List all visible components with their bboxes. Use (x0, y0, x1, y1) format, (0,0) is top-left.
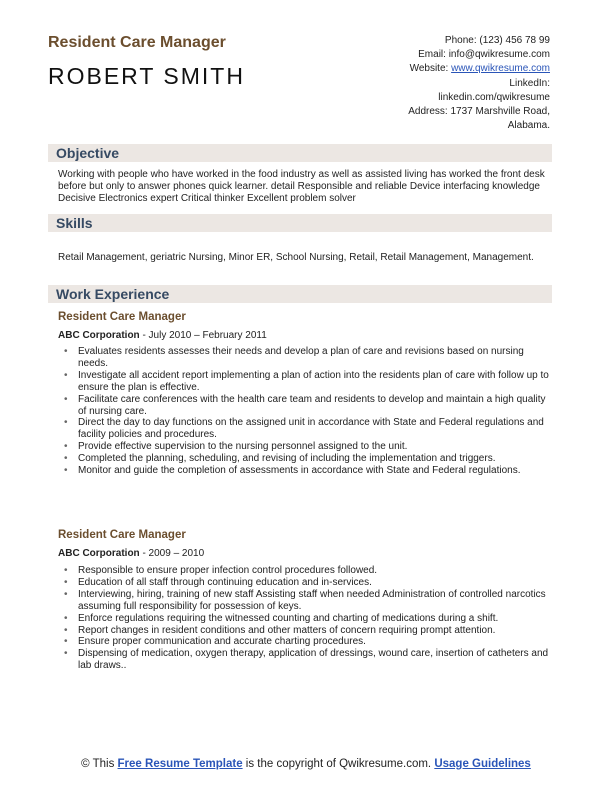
job-1-dates: - July 2010 – February 2011 (139, 330, 267, 341)
footer-prefix: © This (81, 758, 118, 770)
job-1-bullets (58, 346, 552, 477)
experience-section-header (48, 285, 552, 303)
list-item: • Completed the planning, scheduling, and revising of including the implementation and triggers. (58, 453, 552, 465)
list-item: • Interviewing, hiring, training of new staff Assisting staff when needed Administration of controlled narcotics assuming full responsibility for possession of keys. (58, 589, 552, 613)
list-item: • Ensure proper communication and accurate charting procedures. (58, 636, 552, 648)
usage-guidelines-link[interactable]: Usage Guidelines (434, 758, 531, 770)
list-item: • Enforce regulations requiring the witnessed counting and charting of medications during a shift. (58, 613, 552, 625)
list-item: • Evaluates residents assesses their needs and develop a plan of care and revisions based on nursing needs. (58, 346, 552, 370)
job-1-company-line (58, 330, 267, 341)
list-item: • Dispensing of medication, oxygen therapy, application of dressings, wound care, insertion of catheters and lab draws.. (58, 648, 552, 672)
contact-linkedin-value: linkedin.com/qwikresume (438, 91, 550, 103)
footer-middle: is the copyright of Qwikresume.com. (242, 758, 435, 770)
list-item: • Provide effective supervision to the nursing personnel assigned to the unit. (58, 441, 552, 453)
contact-linkedin-label: LinkedIn: (509, 77, 550, 89)
list-item: • Investigate all accident report implementing a plan of action into the residents plan of care with follow up to ensure the plan is effective. (58, 370, 552, 394)
job-2-bullets (58, 565, 552, 672)
contact-email: Email: info@qwikresume.com (418, 49, 550, 61)
list-item: • Facilitate care conferences with the health care team and residents to develop and maintain a high quality of nursing care. (58, 394, 552, 418)
list-item: • Monitor and guide the completion of assessments in accordance with State and Federal regulations. (58, 465, 552, 477)
header-job-title: Resident Care Manager (48, 34, 226, 51)
free-resume-template-link[interactable]: Free Resume Template (117, 758, 243, 770)
job-2-dates: - 2009 – 2010 (139, 548, 205, 559)
job-1-company: ABC Corporation (58, 330, 140, 341)
experience-heading: Work Experience (56, 286, 170, 302)
objective-text: Working with people who have worked in the food industry as well as assisted living has worked the front desk before but only to answer phones quick learner. detail Responsible and reliable Device interfacing knowledge Decisive Electronics expert Critical thinker Excellent problem solver (58, 169, 545, 204)
skills-section-header (48, 214, 552, 232)
job-2-title: Resident Care Manager (58, 529, 186, 541)
contact-website (350, 62, 550, 76)
skills-text: Retail Management, geriatric Nursing, Minor ER, School Nursing, Retail, Retail Management, Management. (58, 252, 534, 263)
list-item: • Report changes in resident conditions and other matters of concern requiring prompt attention. (58, 625, 552, 637)
contact-block (350, 34, 550, 133)
website-link[interactable]: www.qwikresume.com (451, 63, 550, 75)
objective-section-header (48, 144, 552, 162)
job-2-company: ABC Corporation (58, 548, 140, 559)
candidate-name: ROBERT SMITH (48, 63, 245, 89)
list-item: • Education of all staff through continuing education and in-services. (58, 577, 552, 589)
contact-address-line2: Alabama. (507, 120, 550, 132)
job-2-company-line (58, 548, 204, 559)
copyright-footer (48, 757, 564, 771)
list-item: • Direct the day to day functions on the assigned unit in accordance with State and Federal regulations and facility policies and procedures. (58, 417, 552, 441)
list-item: • Responsible to ensure proper infection control procedures followed. (58, 565, 552, 577)
job-1-title: Resident Care Manager (58, 311, 186, 323)
website-label: Website: (409, 63, 452, 75)
objective-heading: Objective (56, 145, 120, 161)
contact-address-line1: Address: 1737 Marshville Road, (408, 106, 550, 118)
contact-phone: Phone: (123) 456 78 99 (444, 35, 550, 46)
skills-heading: Skills (56, 215, 93, 231)
